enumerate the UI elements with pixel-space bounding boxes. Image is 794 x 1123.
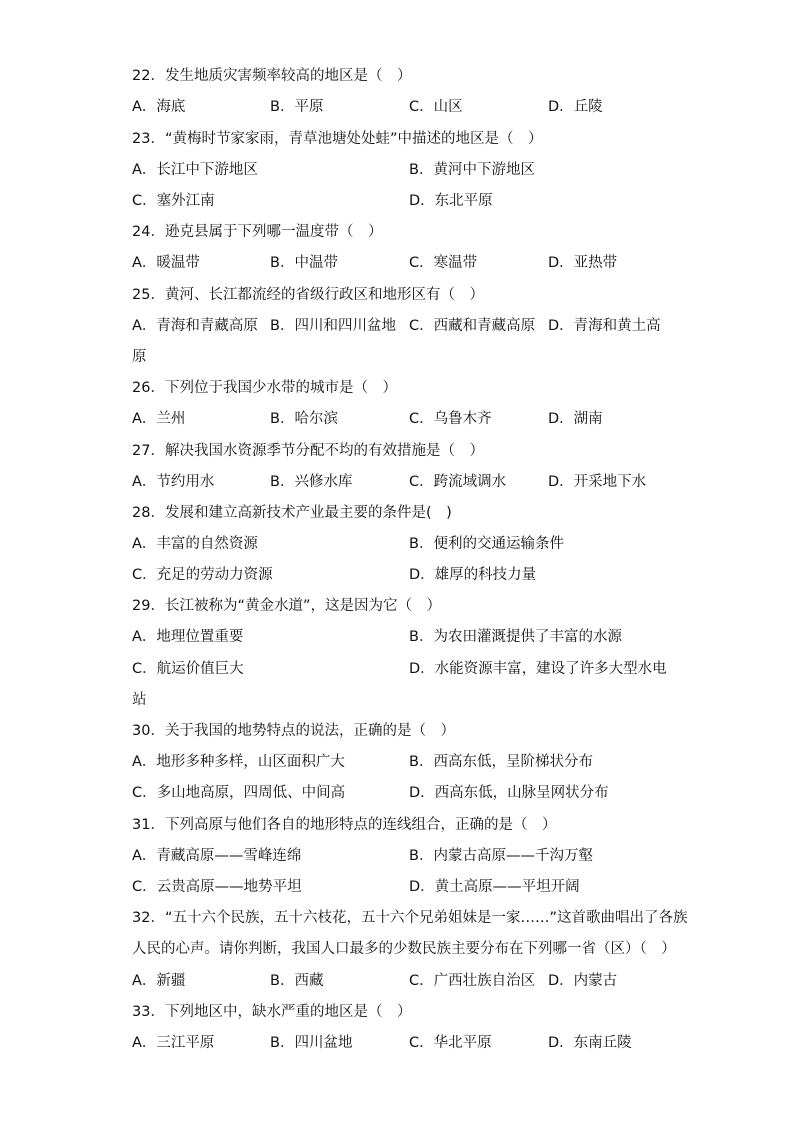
option-a: A．节约用水 xyxy=(132,474,215,490)
option-c: C．华北平原 xyxy=(409,1035,492,1051)
option-a: A．长江中下游地区 xyxy=(132,162,258,178)
option-d: D．东北平原 xyxy=(409,193,493,209)
question-23-stem: 23．“黄梅时节家家雨，青草池塘处处蛙”中描述的地区是（ ） xyxy=(132,131,543,147)
option-c: C．跨流域调水 xyxy=(409,474,507,490)
option-c: C．塞外江南 xyxy=(132,193,215,209)
question-24-stem: 24．逊克县属于下列哪一温度带（ ） xyxy=(132,224,383,240)
question-25-stem: 25．黄河、长江都流经的省级行政区和地形区有（ ） xyxy=(132,287,484,303)
option-a: A．青藏高原——雪峰连绵 xyxy=(132,848,302,864)
option-c: C．航运价值巨大 xyxy=(132,661,244,677)
option-d: D．水能资源丰富，建设了许多大型水电 xyxy=(409,661,667,677)
question-29-stem: 29．长江被称为“黄金水道”，这是因为它（ ） xyxy=(132,598,441,614)
option-b: B．内蒙古高原——千沟万壑 xyxy=(409,848,593,864)
option-b: B．四川盆地 xyxy=(270,1035,353,1051)
question-26-stem: 26．下列位于我国少水带的城市是（ ） xyxy=(132,380,397,396)
question-25-continuation: 原 xyxy=(132,349,147,365)
question-28-stem: 28．发展和建立高新技术产业最主要的条件是( ) xyxy=(132,505,452,521)
option-a: A．新疆 xyxy=(132,973,186,989)
option-b: B．便利的交通运输条件 xyxy=(409,536,564,552)
question-29-continuation: 站 xyxy=(132,692,147,708)
option-b: B．西高东低，呈阶梯状分布 xyxy=(409,754,593,770)
question-30-stem: 30．关于我国的地势特点的说法，正确的是（ ） xyxy=(132,723,455,739)
option-c: C．广西壮族自治区 xyxy=(409,973,536,989)
option-b: B．黄河中下游地区 xyxy=(409,162,535,178)
option-b: B．哈尔滨 xyxy=(270,411,338,427)
option-d: D．黄土高原——平坦开阔 xyxy=(409,879,580,895)
option-a: A．三江平原 xyxy=(132,1035,215,1051)
option-d: D．西高东低，山脉呈网状分布 xyxy=(409,785,609,801)
option-d: D．内蒙古 xyxy=(548,973,618,989)
option-c: C．多山地高原，四周低、中间高 xyxy=(132,785,346,801)
option-c: C．寒温带 xyxy=(409,255,478,271)
option-c: C．充足的劳动力资源 xyxy=(132,567,273,583)
option-a: A．海底 xyxy=(132,99,186,115)
option-a: A．地理位置重要 xyxy=(132,629,244,645)
option-b: B．四川和四川盆地 xyxy=(270,318,396,334)
option-c: C．乌鲁木齐 xyxy=(409,411,492,427)
option-d: D．东南丘陵 xyxy=(548,1035,632,1051)
option-c: C．西藏和青藏高原 xyxy=(409,318,536,334)
question-33-stem: 33．下列地区中，缺水严重的地区是（ ） xyxy=(132,1004,412,1020)
option-b: B．中温带 xyxy=(270,255,338,271)
option-a: A．暖温带 xyxy=(132,255,200,271)
option-a: A．丰富的自然资源 xyxy=(132,536,258,552)
option-b: B．为农田灌溉提供了丰富的水源 xyxy=(409,629,622,645)
option-a: A．地形多种多样，山区面积广大 xyxy=(132,754,345,770)
option-d: D．雄厚的科技力量 xyxy=(409,567,537,583)
option-a: A．青海和青藏高原 xyxy=(132,318,258,334)
option-d: D．亚热带 xyxy=(548,255,618,271)
question-32-stem-line2: 人民的心声。请你判断，我国人口最多的少数民族主要分布在下列哪一省（区）（ ） xyxy=(132,941,676,957)
option-d: D．开采地下水 xyxy=(548,474,647,490)
option-c: C．云贵高原——地势平坦 xyxy=(132,879,302,895)
question-22-stem: 22．发生地质灾害频率较高的地区是（ ） xyxy=(132,68,412,84)
question-32-stem-line1: 32．“五十六个民族，五十六枝花，五十六个兄弟姐妹是一家……”这首歌曲唱出了各族 xyxy=(132,910,688,926)
option-c: C．山区 xyxy=(409,99,463,115)
option-a: A．兰州 xyxy=(132,411,186,427)
option-d: D．青海和黄土高 xyxy=(548,318,661,334)
option-b: B．兴修水库 xyxy=(270,474,353,490)
option-d: D．丘陵 xyxy=(548,99,603,115)
option-d: D．湖南 xyxy=(548,411,603,427)
question-31-stem: 31．下列高原与他们各自的地形特点的连线组合，正确的是（ ） xyxy=(132,817,557,833)
option-b: B．西藏 xyxy=(270,973,324,989)
option-b: B．平原 xyxy=(270,99,324,115)
question-27-stem: 27．解决我国水资源季节分配不均的有效措施是（ ） xyxy=(132,443,484,459)
